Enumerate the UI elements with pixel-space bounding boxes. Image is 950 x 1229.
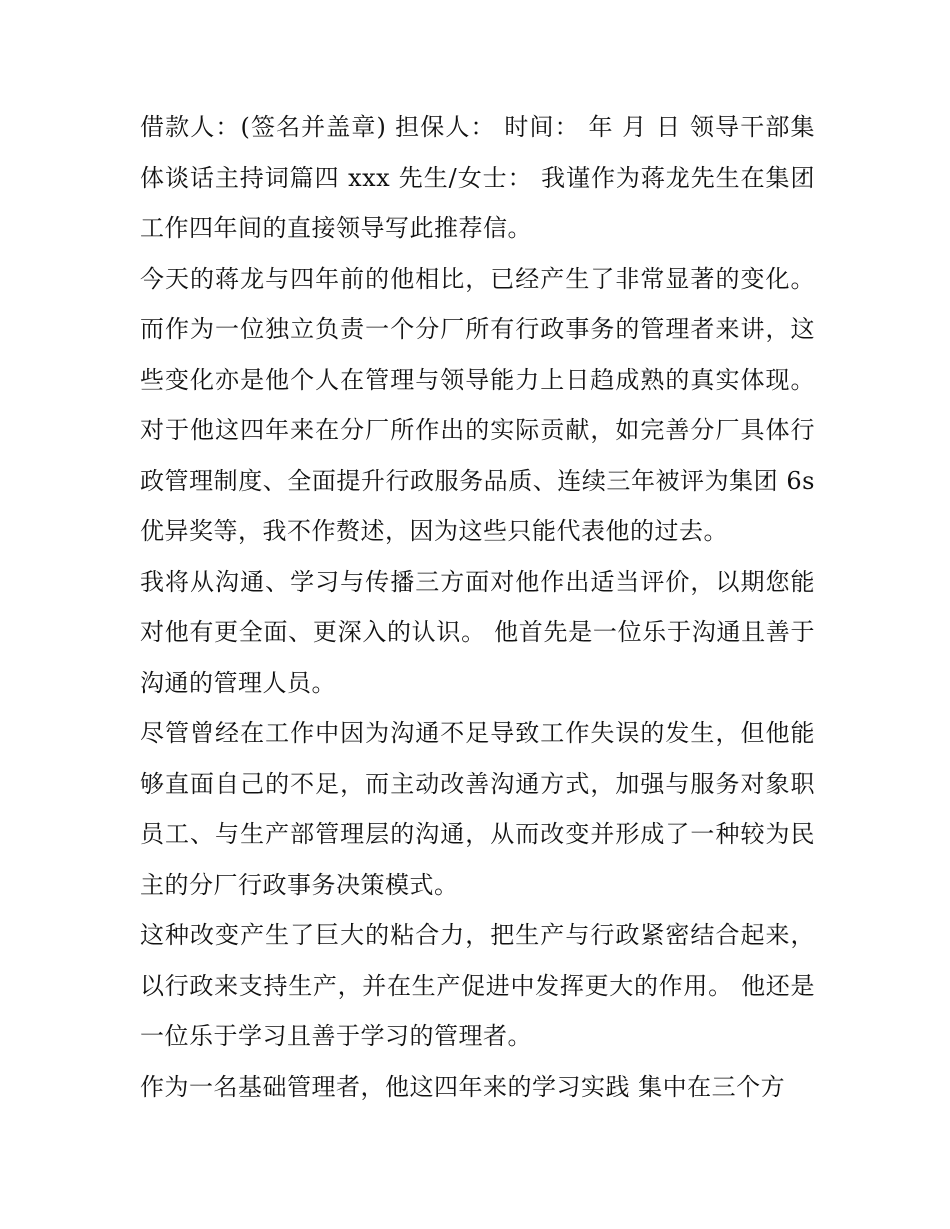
paragraph-2: 今天的蒋龙与四年前的他相比，已经产生了非常显著的变化。而作为一位独立负责一个分厂所有行政事务的管理者来讲，这些变化亦是他个人在管理与领导能力上日趋成熟的真实体现。对于他这四年来在分厂所作出的实际贡献，如完善分厂具体行政管理制度、全面提升行政服务品质、连续三年被评为集团 6s 优异奖等，我不作赘述，因为这些只能代表他的过去。	[140, 264, 815, 545]
paragraph-6: 作为一名基础管理者，他这四年来的学习实践 集中在三个方	[140, 1072, 786, 1101]
paragraph-4: 尽管曾经在工作中因为沟通不足导致工作失误的发生，但他能够直面自己的不足，而主动改善沟通方式，加强与服务对象职员工、与生产部管理层的沟通，从而改变并形成了一种较为民主的分厂行政事务决策模式。	[140, 719, 815, 899]
document-body	[140, 102, 815, 1112]
paragraph-3: 我将从沟通、学习与传播三方面对他作出适当评价，以期您能对他有更全面、更深入的认识。 他首先是一位乐于沟通且善于沟通的管理人员。	[140, 567, 815, 697]
paragraph-1: 借款人：(签名并盖章) 担保人： 时间： 年 月 日 领导干部集体谈话主持词篇四 xxx 先生/女士： 我谨作为蒋龙先生在集团工作四年间的直接领导写此推荐信。	[140, 113, 815, 242]
paragraph-5: 这种改变产生了巨大的粘合力，把生产与行政紧密结合起来，以行政来支持生产，并在生产促进中发挥更大的作用。 他还是一位乐于学习且善于学习的管理者。	[140, 921, 815, 1050]
